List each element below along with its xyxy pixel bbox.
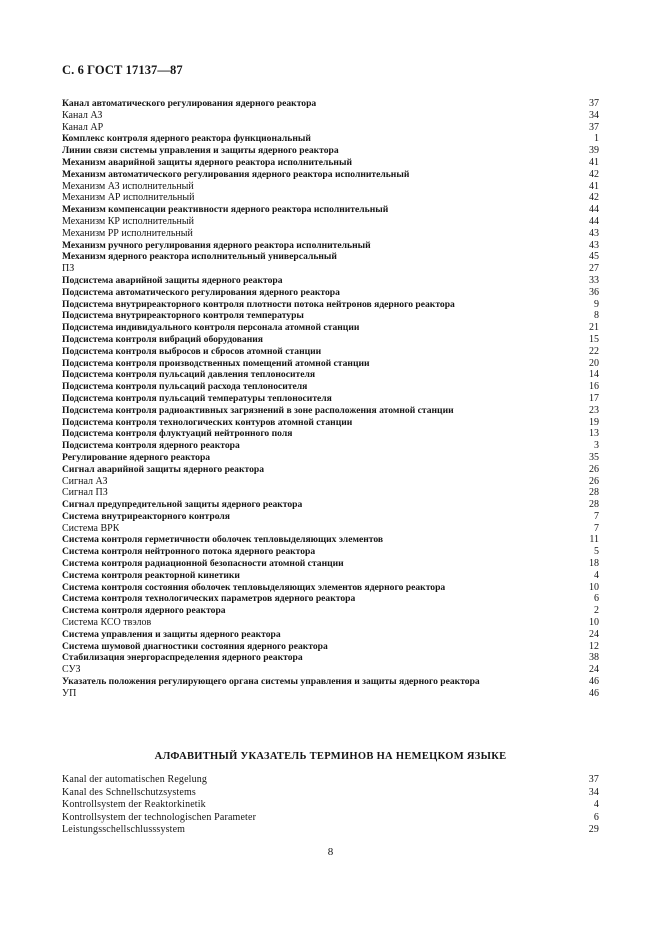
index-entry [62, 145, 599, 157]
index-entry [62, 558, 599, 570]
index-page-ref: 24 [589, 664, 599, 676]
index-term: Механизм ручного регулирования ядерного реактора исполнительный [62, 239, 371, 251]
russian-term-index [62, 98, 599, 700]
index-page-ref: 7 [594, 522, 599, 534]
page-header: С. 6 ГОСТ 17137—87 [62, 63, 183, 77]
index-term: Механизм автоматического регулирования ядерного реактора исполнительный [62, 168, 410, 180]
index-page-ref: 37 [589, 98, 599, 109]
index-page-ref: 4 [594, 569, 599, 581]
index-term: Подсистема контроля пульсаций расхода теплоносителя [62, 381, 308, 393]
index-term: Сигнал предупредительной защиты ядерного реактора [62, 499, 303, 511]
index-entry [62, 664, 599, 676]
index-page-ref: 37 [589, 121, 599, 133]
index-entry [62, 263, 599, 275]
index-entry [62, 322, 599, 334]
index-term: УП [62, 687, 77, 699]
index-term: Механизм компенсации реактивности ядерного реактора исполнительный [62, 204, 389, 216]
index-page-ref: 29 [588, 824, 599, 835]
german-index-title: АЛФАВИТНЫЙ УКАЗАТЕЛЬ ТЕРМИНОВ НА НЕМЕЦКОМ ЯЗЫКЕ [154, 751, 507, 762]
index-term: Механизм КР исполнительный [62, 215, 194, 227]
index-entry [62, 122, 599, 134]
index-term: Система ВРК [62, 522, 120, 534]
index-page-ref: 41 [589, 156, 599, 168]
index-entry [62, 676, 599, 688]
index-entry [62, 812, 599, 825]
index-entry [62, 110, 599, 122]
index-term: Система контроля нейтронного потока ядерного реактора [62, 546, 316, 558]
index-term: Подсистема внутриреакторного контроля температуры [62, 310, 304, 322]
index-page-ref: 13 [589, 428, 599, 440]
index-term: Механизм аварийной защиты ядерного реактора исполнительный [62, 156, 352, 168]
index-page-ref: 41 [589, 180, 599, 192]
index-entry [62, 774, 599, 787]
index-term: Механизм ядерного реактора исполнительный универсальный [62, 251, 337, 263]
index-page-ref: 28 [589, 487, 599, 499]
index-term: Подсистема контроля вибраций оборудования [62, 333, 263, 345]
index-entry [62, 169, 599, 181]
index-page-ref: 38 [589, 652, 599, 664]
index-page-ref: 35 [589, 451, 599, 463]
index-page-ref: 42 [589, 168, 599, 180]
index-page-ref: 26 [589, 475, 599, 487]
index-entry [62, 334, 599, 346]
index-page-ref: 11 [589, 534, 599, 546]
index-entry [62, 688, 599, 700]
index-term: Канал АЗ [62, 109, 103, 121]
index-entry [62, 369, 599, 381]
index-entry [62, 346, 599, 358]
index-page-ref: 34 [588, 786, 599, 798]
index-entry [62, 582, 599, 594]
index-term: Стабилизация энергораспределения ядерного реактора [62, 652, 303, 664]
index-page-ref: 18 [589, 558, 599, 570]
index-term: Подсистема контроля производственных помещений атомной станции [62, 357, 370, 369]
index-entry [62, 499, 599, 511]
index-entry [62, 275, 599, 287]
index-page-ref: 9 [594, 298, 599, 310]
index-page-ref: 20 [589, 357, 599, 369]
index-entry [62, 192, 599, 204]
index-page-ref: 33 [589, 274, 599, 286]
index-page-ref: 23 [589, 404, 599, 416]
index-term: Система шумовой диагностики состояния ядерного реактора [62, 640, 328, 652]
index-term: Подсистема контроля пульсаций давления теплоносителя [62, 369, 316, 381]
index-page-ref: 26 [589, 463, 599, 475]
index-term: Механизм РР исполнительный [62, 227, 193, 239]
index-term: Сигнал аварийной защиты ядерного реактора [62, 463, 265, 475]
index-term: Механизм АЗ исполнительный [62, 180, 194, 192]
index-entry [62, 428, 599, 440]
index-term: Система управления и защиты ядерного реактора [62, 628, 281, 640]
index-entry [62, 641, 599, 653]
index-entry [62, 157, 599, 169]
index-term: Канал автоматического регулирования ядерного реактора [62, 98, 317, 109]
index-term: Система контроля реакторной кинетики [62, 569, 240, 581]
index-entry [62, 652, 599, 664]
index-term: Kanal der automatischen Regelung [62, 774, 208, 785]
index-page-ref: 10 [589, 617, 599, 629]
index-entry [62, 228, 599, 240]
index-entry [62, 799, 599, 812]
index-term: Регулирование ядерного реактора [62, 451, 211, 463]
index-page-ref: 43 [589, 227, 599, 239]
index-term: Указатель положения регулирующего органа системы управления и защиты ядерного реактора [62, 676, 480, 688]
index-entry [62, 440, 599, 452]
index-entry [62, 511, 599, 523]
index-term: Канал АР [62, 121, 104, 133]
index-term: Механизм АР исполнительный [62, 192, 195, 204]
index-page-ref: 12 [589, 640, 599, 652]
index-page-ref: 4 [593, 799, 599, 810]
index-entry [62, 824, 599, 837]
index-page-ref: 3 [594, 440, 599, 452]
index-page-ref: 44 [589, 204, 599, 216]
index-page-ref: 21 [589, 322, 599, 334]
index-term: Система контроля герметичности оболочек тепловыделяющих элементов [62, 534, 384, 546]
index-entry [62, 98, 599, 110]
index-term: СУЗ [62, 664, 81, 676]
index-page-ref: 22 [589, 345, 599, 357]
index-term: Подсистема контроля ядерного реактора [62, 440, 240, 452]
index-entry [62, 464, 599, 476]
index-page-ref: 1 [594, 133, 599, 145]
index-page-ref: 42 [589, 192, 599, 204]
index-page-ref: 39 [589, 145, 599, 157]
index-term: Система КСО твэлов [62, 617, 152, 629]
index-page-ref: 15 [589, 333, 599, 345]
index-entry [62, 570, 599, 582]
index-entry [62, 405, 599, 417]
index-entry [62, 204, 599, 216]
index-entry [62, 452, 599, 464]
index-page-ref: 36 [589, 286, 599, 298]
index-term: Kontrollsystem der technologischen Parameter [62, 811, 257, 823]
index-page-ref: 6 [594, 593, 599, 605]
index-page-ref: 8 [594, 310, 599, 322]
index-entry [62, 487, 599, 499]
index-term: Система контроля ядерного реактора [62, 605, 226, 617]
index-page-ref: 5 [594, 546, 599, 558]
index-entry [62, 181, 599, 193]
index-entry [62, 523, 599, 535]
index-page-ref: 46 [589, 687, 599, 699]
index-page-ref: 10 [589, 581, 599, 593]
index-page-ref: 43 [589, 239, 599, 251]
index-term: Комплекс контроля ядерного реактора функциональный [62, 133, 311, 145]
index-term: Сигнал ПЗ [62, 487, 108, 499]
index-term: ПЗ [62, 263, 75, 275]
index-term: Подсистема аварийной защиты ядерного реактора [62, 274, 283, 286]
index-page-ref: 7 [594, 510, 599, 522]
index-entry [62, 787, 599, 800]
index-entry [62, 605, 599, 617]
index-term: Kanal des Schnellschutzsystems [62, 786, 196, 798]
index-term: Линии связи системы управления и защиты ядерного реактора [62, 145, 339, 157]
index-term: Система контроля технологических параметров ядерного реактора [62, 593, 356, 605]
index-entry [62, 251, 599, 263]
index-entry [62, 534, 599, 546]
index-term: Сигнал АЗ [62, 475, 108, 487]
index-entry [62, 617, 599, 629]
index-page-ref: 46 [589, 676, 599, 688]
index-term: Leistungsschellschlusssystem [62, 824, 186, 835]
index-entry [62, 287, 599, 299]
index-entry [62, 358, 599, 370]
index-page-ref: 16 [589, 381, 599, 393]
index-entry [62, 393, 599, 405]
index-entry [62, 381, 599, 393]
page-number: 8 [327, 846, 334, 858]
index-term: Подсистема контроля выбросов и сбросов атомной станции [62, 345, 322, 357]
index-page-ref: 14 [589, 369, 599, 381]
index-term: Подсистема индивидуального контроля персонала атомной станции [62, 322, 360, 334]
index-page-ref: 45 [589, 251, 599, 263]
index-term: Система внутриреакторного контроля [62, 510, 230, 522]
index-term: Подсистема контроля радиоактивных загрязнений в зоне расположения атомной станции [62, 404, 454, 416]
index-entry [62, 216, 599, 228]
index-term: Подсистема внутриреакторного контроля плотности потока нейтронов ядерного реактора [62, 298, 455, 310]
index-entry [62, 629, 599, 641]
index-page-ref: 2 [594, 605, 599, 617]
index-page-ref: 24 [589, 628, 599, 640]
index-term: Система контроля радиационной безопасности атомной станции [62, 558, 344, 570]
index-entry [62, 310, 599, 322]
index-page-ref: 19 [589, 416, 599, 428]
index-page-ref: 17 [589, 392, 599, 404]
index-entry [62, 593, 599, 605]
index-page-ref: 27 [589, 263, 599, 275]
index-term: Подсистема контроля флуктуаций нейтронного поля [62, 428, 293, 440]
index-term: Подсистема контроля технологических контуров атомной станции [62, 416, 353, 428]
index-page-ref: 37 [588, 774, 599, 785]
index-term: Система контроля состояния оболочек тепловыделяющих элементов ядерного реактора [62, 581, 446, 593]
german-term-index [62, 774, 599, 837]
index-entry [62, 240, 599, 252]
index-page-ref: 28 [589, 499, 599, 511]
index-page-ref: 6 [593, 811, 599, 823]
index-term: Подсистема контроля пульсаций температуры теплоносителя [62, 392, 332, 404]
index-term: Подсистема автоматического регулирования ядерного реактора [62, 286, 340, 298]
index-page-ref: 44 [589, 215, 599, 227]
index-page-ref: 34 [589, 109, 599, 121]
index-entry [62, 299, 599, 311]
index-entry [62, 133, 599, 145]
index-entry [62, 546, 599, 558]
index-term: Kontrollsystem der Reaktorkinetik [62, 799, 206, 810]
index-entry [62, 417, 599, 429]
index-entry [62, 476, 599, 488]
